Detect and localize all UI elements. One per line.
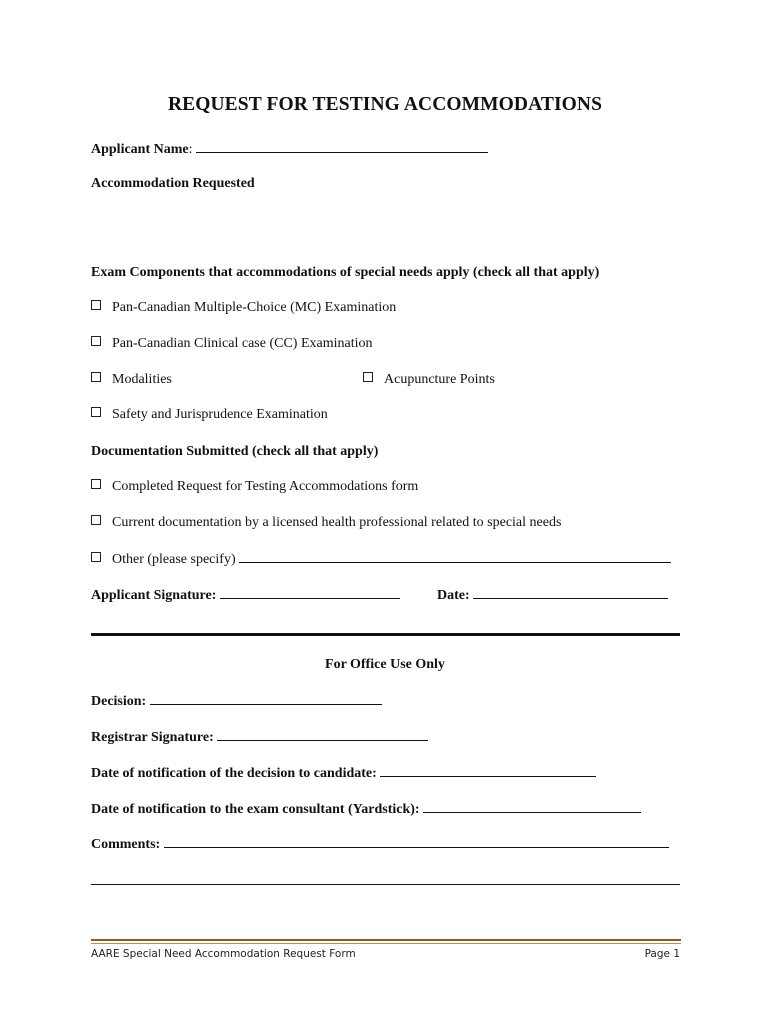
option-form-label: Completed Request for Testing Accommodations form [112,479,419,494]
applicant-signature-row [91,585,400,605]
date-row [437,585,668,605]
registrar-row [91,727,428,747]
option-mc[interactable] [91,299,396,317]
notif-consultant-row [91,799,641,819]
documentation-heading: Documentation Submitted (check all that apply) [91,444,379,459]
registrar-field[interactable] [217,727,428,741]
comments-label: Comments: [91,837,161,852]
checkbox-acupuncture[interactable] [363,372,373,382]
comments-field[interactable] [164,834,669,848]
office-use-heading: For Office Use Only [325,657,445,672]
checkbox-safety[interactable] [91,407,101,417]
comments-second-line[interactable] [91,884,680,885]
checkbox-modalities[interactable] [91,372,101,382]
option-mc-label: Pan-Canadian Multiple-Choice (MC) Examination [112,300,397,315]
option-safety[interactable] [91,406,328,424]
footer-rule-secondary [91,943,681,944]
option-professional-label: Current documentation by a licensed health professional related to special needs [112,515,562,530]
option-cc[interactable] [91,335,372,353]
registrar-label: Registrar Signature: [91,730,214,745]
comments-row [91,834,669,854]
checkbox-cc[interactable] [91,336,101,346]
applicant-name-colon: : [188,142,193,157]
decision-row [91,691,382,711]
applicant-signature-label: Applicant Signature: [91,588,217,603]
notif-candidate-row [91,763,596,783]
checkbox-form[interactable] [91,479,101,489]
option-other[interactable] [91,549,671,569]
applicant-name-label: Applicant Name [91,142,189,157]
exam-components-heading: Exam Components that accommodations of special needs apply (check all that apply) [91,265,600,280]
applicant-name-field[interactable] [196,139,488,153]
notif-candidate-field[interactable] [380,763,596,777]
date-field[interactable] [473,585,668,599]
option-form[interactable] [91,478,418,496]
section-divider [91,633,680,636]
option-acupuncture[interactable] [363,371,495,389]
decision-field[interactable] [150,691,382,705]
option-cc-label: Pan-Canadian Clinical case (CC) Examination [112,336,373,351]
checkbox-other[interactable] [91,552,101,562]
other-specify-field[interactable] [239,549,671,563]
notif-candidate-label: Date of notification of the decision to candidate: [91,766,377,781]
notif-consultant-field[interactable] [423,799,641,813]
form-title: REQUEST FOR TESTING ACCOMMODATIONS [167,94,603,115]
option-modalities-label: Modalities [112,372,172,387]
option-professional[interactable] [91,514,561,532]
option-acupuncture-label: Acupuncture Points [384,372,495,387]
notif-consultant-label: Date of notification to the exam consultant (Yardstick): [91,802,420,817]
accommodation-requested-area[interactable] [91,197,680,252]
applicant-signature-field[interactable] [220,585,400,599]
option-other-label: Other (please specify) [112,552,236,567]
date-label: Date: [437,588,470,603]
applicant-name-row [91,139,488,159]
checkbox-mc[interactable] [91,300,101,310]
option-safety-label: Safety and Jurisprudence Examination [112,407,328,422]
footer-form-name: AARE Special Need Accommodation Request Form [91,948,356,960]
option-modalities[interactable] [91,371,172,389]
decision-label: Decision: [91,694,147,709]
footer-page-number: Page 1 [644,948,680,960]
footer-rule [91,939,681,941]
checkbox-professional[interactable] [91,515,101,525]
accommodation-requested-label: Accommodation Requested [91,176,255,191]
